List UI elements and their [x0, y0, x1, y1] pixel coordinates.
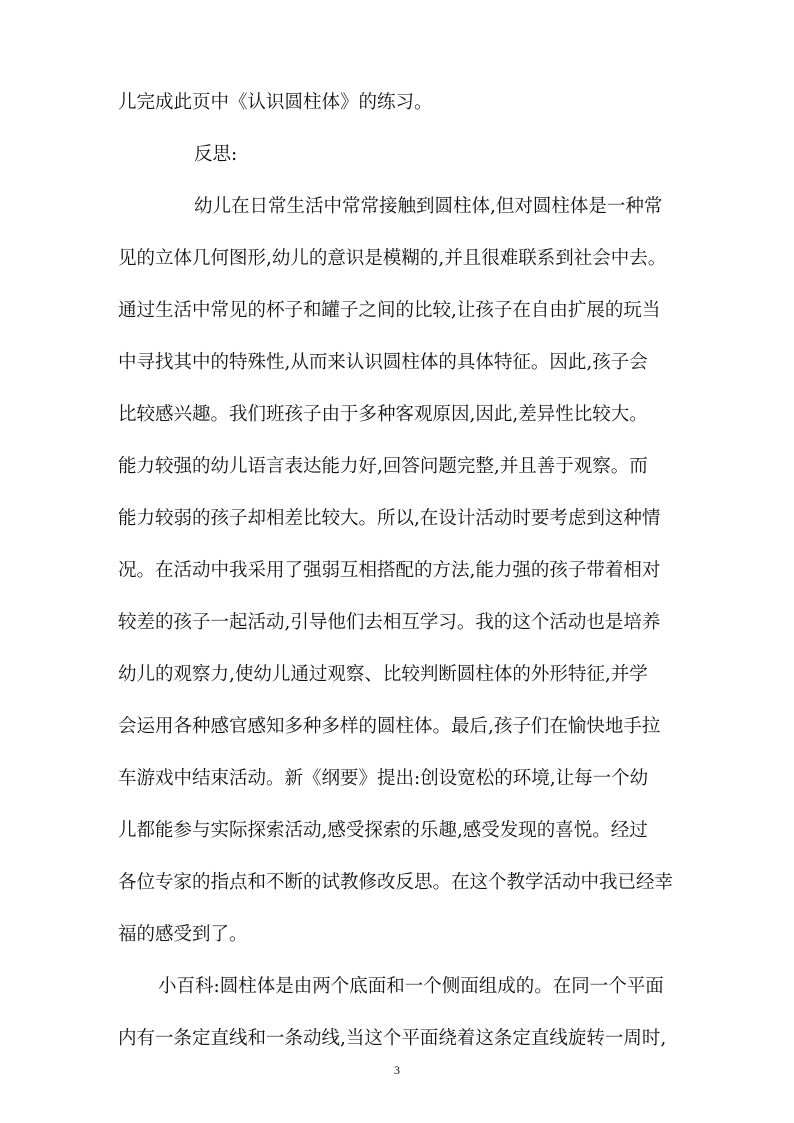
text-line-11: 较差的孩子一起活动,引导他们去相互学习。我的这个活动也是培养 [118, 612, 661, 633]
text-line-14: 车游戏中结束活动。新《纲要》提出:创设宽松的环境,让每一个幼 [118, 768, 649, 789]
text-line-8: 能力较强的幼儿语言表达能力好,回答问题完整,并且善于观察。而 [118, 456, 648, 477]
reflection-heading: 反思: [194, 144, 238, 165]
page-number: 3 [394, 1063, 400, 1077]
text-line-16: 各位专家的指点和不断的试教修改反思。在这个教学活动中我已经幸 [118, 872, 674, 893]
encyclopedia-line-2: 内有一条定直线和一条动线,当这个平面绕着这条定直线旋转一周时, [118, 1028, 667, 1049]
text-line-15: 儿都能参与实际探索活动,感受探索的乐趣,感受发现的喜悦。经过 [118, 820, 648, 841]
text-line-12: 幼儿的观察力,使幼儿通过观察、比较判断圆柱体的外形特征,并学 [118, 664, 648, 685]
text-line-7: 比较感兴趣。我们班孩子由于多种客观原因,因此,差异性比较大。 [118, 404, 648, 425]
text-line-9: 能力较弱的孩子却相差比较大。所以,在设计活动时要考虑到这种情 [118, 508, 661, 529]
text-line-10: 况。在活动中我采用了强弱互相搭配的方法,能力强的孩子带着相对 [118, 560, 661, 581]
encyclopedia-line-1: 小百科:圆柱体是由两个底面和一个侧面组成的。在同一个平面 [158, 976, 664, 997]
text-line-13: 会运用各种感官感知多种多样的圆柱体。最后,孩子们在愉快地手拉 [118, 716, 661, 737]
text-line-17: 福的感受到了。 [118, 924, 248, 945]
text-line-5: 通过生活中常见的杯子和罐子之间的比较,让孩子在自由扩展的玩当 [118, 300, 661, 321]
text-line-4: 见的立体几何图形,幼儿的意识是模糊的,并且很难联系到社会中去。 [118, 248, 667, 269]
text-line-3: 幼儿在日常生活中常常接触到圆柱体,但对圆柱体是一种常 [194, 196, 663, 217]
text-line-6: 中寻找其中的特殊性,从而来认识圆柱体的具体特征。因此,孩子会 [118, 352, 648, 373]
text-line-1: 儿完成此页中《认识圆柱体》的练习。 [118, 92, 433, 113]
